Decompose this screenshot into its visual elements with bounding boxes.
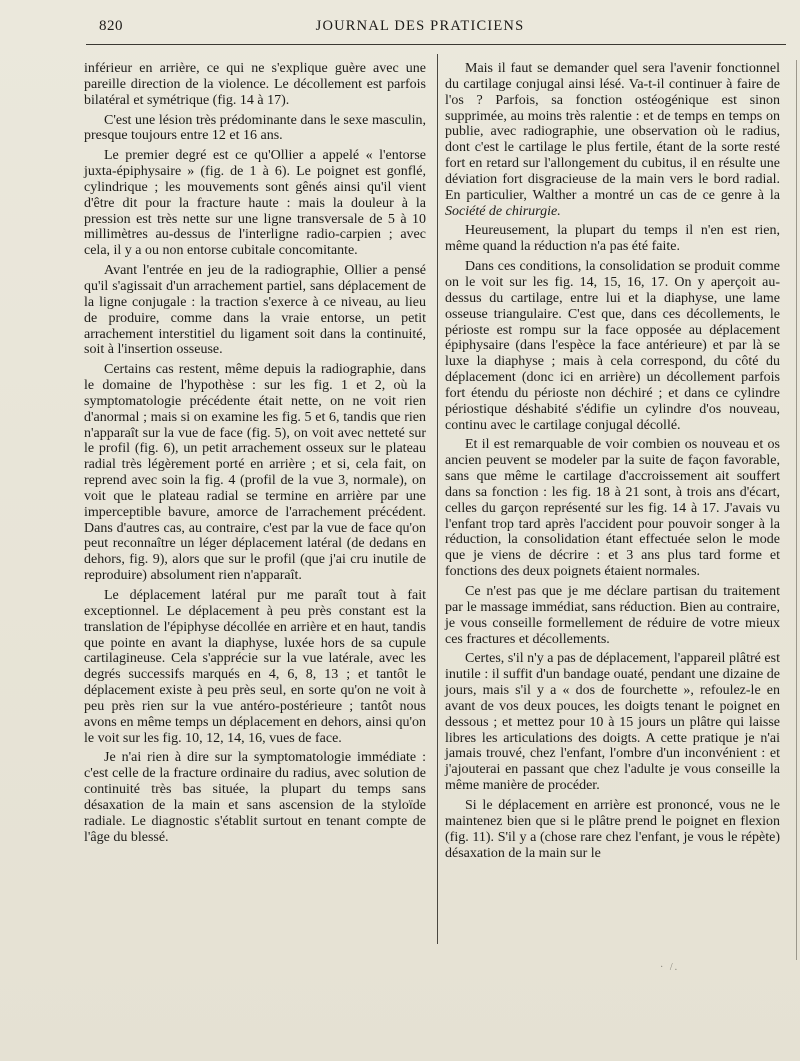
ink-smudge: · /. — [660, 962, 680, 973]
left-column — [84, 61, 426, 850]
paragraph: Si le déplacement en arrière est prononcé, vous ne le maintenez bien que si le plâtre prend le poignet en flexion (fig. 11). S'il y a (chose rare chez l'enfant, je vous le répète) désaxation de la main sur le — [445, 797, 780, 861]
paragraph: Dans ces conditions, la consolidation se produit comme on le voit sur les fig. 14, 15, 16, 17. On y aperçoit au-dessus du cartilage, entre lui et la diaphyse, une lame osseuse triangulaire. C'est que, dans ces décollements, le périoste est rompu sur la face opposée au déplacement épiphysaire (dans l'espèce la face antérieure) et par là se luxe la diaphyse ; mais à cela correspond, du côté du déplacement (donc ici en arrière) un décollement parfois fort étendu du périoste non déchiré ; et dans ce cylindre périostique déshabité s'édifie un cylindre d'os nouveau, continu avec le cartilage conjugal décollé. — [445, 259, 780, 433]
right-column — [445, 61, 780, 865]
paragraph-text: Mais il faut se demander quel sera l'avenir fonctionnel du cartilage conjugal ainsi lésé. Va-t-il continuer à faire de l'os ? Parfois, sa fonction ostéogénique est sinon supprimée, au moins très ralentie : et de temps en temps on publie, avec radiographie, une observation où le radius, dont c'est le cartilage le plus fertile, étant de la sorte resté fort en retard sur l'allongement du cubitus, il en résulte une déviation fort disgracieuse de la main vers le bord radial. En particulier, Walther a montré un cas de ce genre à la — [445, 61, 780, 203]
paragraph: inférieur en arrière, ce qui ne s'explique guère avec une pareille direction de la violence. Le décollement est parfois bilatéral et symétrique (fig. 14 à 17). — [84, 61, 426, 108]
italic-reference: Société de chirurgie. — [445, 203, 561, 219]
paragraph: C'est une lésion très prédominante dans le sexe masculin, presque toujours entre 12 et 16 ans. — [84, 112, 426, 144]
paragraph: Avant l'entrée en jeu de la radiographie, Ollier a pensé qu'il s'agissait d'un arrachement partiel, sans déplacement de la ligne conjugale : la traction s'exerce à ce niveau, au lieu de produire, comme dans la vraie entorse, un petit arrachement interstitiel du ligament soit dans la continuité, soit à l'insertion osseuse. — [84, 263, 426, 358]
page-number: 820 — [99, 18, 123, 34]
paragraph: Ce n'est pas que je me déclare partisan du traitement par le massage immédiat, sans réduction. Bien au contraire, je vous conseille formellement de réduire de votre mieux ces fractures et décollements. — [445, 584, 780, 647]
paragraph: Je n'ai rien à dire sur la symptomatologie immédiate : c'est celle de la fracture ordinaire du radius, avec solution de continuité très bas située, la plupart du temps sans désaxation de la main et sans ascension de la styloïde radiale. Le diagnostic s'établit surtout en tenant compte de l'âge du blessé. — [84, 750, 426, 845]
paragraph: Le déplacement latéral pur me paraît tout à fait exceptionnel. Le déplacement à peu près constant est la translation de l'épiphyse décollée en arrière et en haut, tandis que pointe en avant la diaphyse, luxée hors de sa cupule cartilagineuse. Cela s'apprécie sur la vue latérale, avec les degrés successifs marqués en 4, 6, 8, 13 ; et tantôt le déplacement existe à peu près seul, en sorte qu'on ne voit à peu près rien sur la vue antéro-postérieure ; tantôt nous avons en même temps un déplacement en dehors, ainsi qu'on le voit sur les fig. 10, 12, 14, 16, vues de face. — [84, 588, 426, 746]
paragraph: Le premier degré est ce qu'Ollier a appelé « l'entorse juxta-épiphysaire » (fig. de 1 à 6). Le poignet est gonflé, cylindrique ; les mouvements sont gênés ainsi qu'il vient d'être dit pour la fracture haute : mais la douleur à la pression est très nette sur une ligne transversale de 5 à 10 millimètres au-dessus de l'interligne radio-carpien ; avec cela, il y a ou non entorse cubitale concomitante. — [84, 148, 426, 259]
column-divider — [437, 54, 438, 944]
running-title: JOURNAL DES PRATICIENS — [315, 18, 525, 34]
paragraph: Certes, s'il n'y a pas de déplacement, l'appareil plâtré est inutile : il suffit d'un bandage ouaté, pendant une dizaine de jours, mais s'il y a « dos de fourchette », refoulez-le en avant de vos deux pouces, les doigts tenant le poignet en dessous ; et mettez pour 10 à 15 jours un plâtre qui laisse libres les articulations des doigts. A cette pratique je n'ai jamais trouvé, chez l'enfant, l'ombre d'un inconvénient : et j'ajouterai en passant que chez l'adulte je vous conseille la même manière de procéder. — [445, 651, 780, 794]
page-edge-line — [796, 60, 797, 960]
header-rule — [86, 44, 786, 45]
paragraph: Et il est remarquable de voir combien os nouveau et os ancien peuvent se modeler par la suite de façon favorable, sans que même le cartilage d'accroissement ait souffert dans sa fonction : les fig. 18 à 21 sont, à trois ans d'écart, celles du garçon représenté sur les fig. 14 à 17. J'avais vu l'enfant trop tard après l'accident pour pouvoir songer à la réduction, la consolidation étant effectuée selon le mode que je viens de décrire : et 3 ans plus tard forme et fonctions des deux poignets étaient normales. — [445, 437, 780, 580]
paragraph: Heureusement, la plupart du temps il n'en est rien, même quand la réduction n'a pas été faite. — [445, 223, 780, 255]
paragraph — [445, 61, 780, 219]
page-header — [0, 18, 800, 40]
paragraph: Certains cas restent, même depuis la radiographie, dans le domaine de l'hypothèse : sur les fig. 1 et 2, où la symptomatologie précédente était nette, on ne voit rien d'anormal ; mais si on examine les fig. 5 et 6, tandis que rien n'apparaît sur la vue de face (fig. 5), on voit avec netteté sur le profil (fig. 6), un petit arrachement osseux sur le plateau radial très légèrement porté en arrière ; et si, cela fait, on reprend avec soin la fig. 4 (profil de la vue 3, normale), on voit que le plateau radial se termine en arrière par une imperceptible bavure, amorce de l'arrachement précédent. Dans d'autres cas, au contraire, c'est par la vue de face qu'on peut reconnaître un léger déplacement latéral (de dedans en dehors, fig. 9), alors que sur le profil (que j'ai cru inutile de reproduire) absolument rien n'apparaît. — [84, 362, 426, 584]
